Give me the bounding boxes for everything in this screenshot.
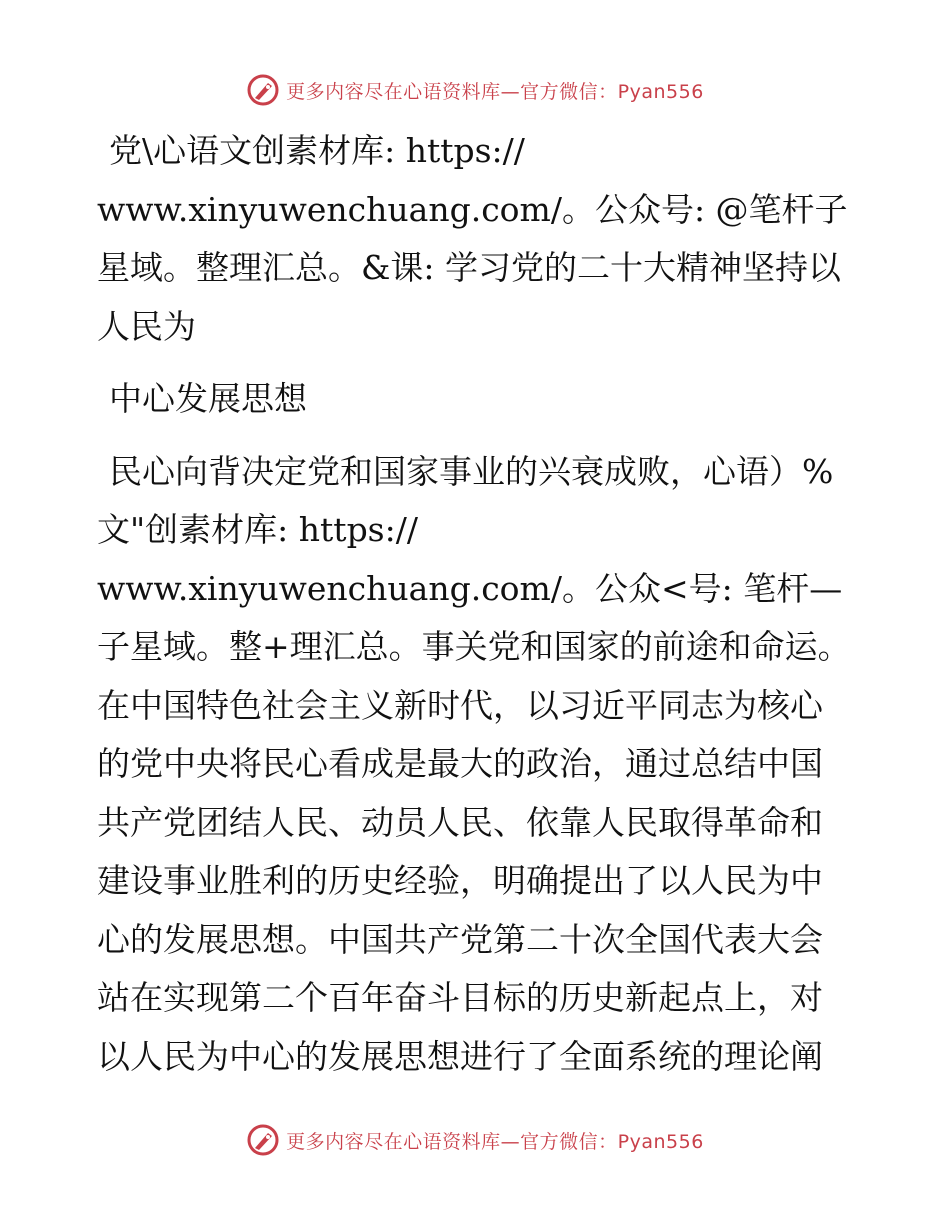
paragraph-1: 党\心语文创素材库: https:// www.xinyuwenchuang.com/。公众号: @笔杆子星域。整理汇总。&课: 学习党的二十大精神坚持以人民为 <box>97 131 848 346</box>
header-banner-text: 更多内容尽在心语资料库—官方微信：Pyan556 <box>286 80 704 103</box>
paragraph-2: 民心向背决定党和国家事业的兴衰成败，心语）%文"创素材库: https:// www.xinyuwenchuang.com/。公众<号: 笔杆—子星域。整+理汇总。事关党和国家的前途和命运。在中国特色社会主义新时代，以习近平同志为核心的党中央将民心看成是最大的政治，通过总结中国共产党团结人民、动员人民、依靠人民取得革命和建设事业胜利的历史经验，明确提出了以人民为中心的发展思想。中国共产党第二十次全国代表大会站在实现第二个百年奋斗目标的历史新起点上，对以人民为中心的发展思想进行了全面系统的理论阐 <box>97 451 851 1076</box>
footer-banner <box>0 1120 950 1160</box>
pen-nib-logo-icon <box>246 73 280 107</box>
footer-banner-text: 更多内容尽在心语资料库—官方微信：Pyan556 <box>286 1130 704 1153</box>
pen-nib-logo-icon <box>246 1123 280 1157</box>
paragraph-heading: 中心发展思想 <box>109 379 307 418</box>
header-banner <box>0 70 950 110</box>
document-body <box>97 122 852 1100</box>
